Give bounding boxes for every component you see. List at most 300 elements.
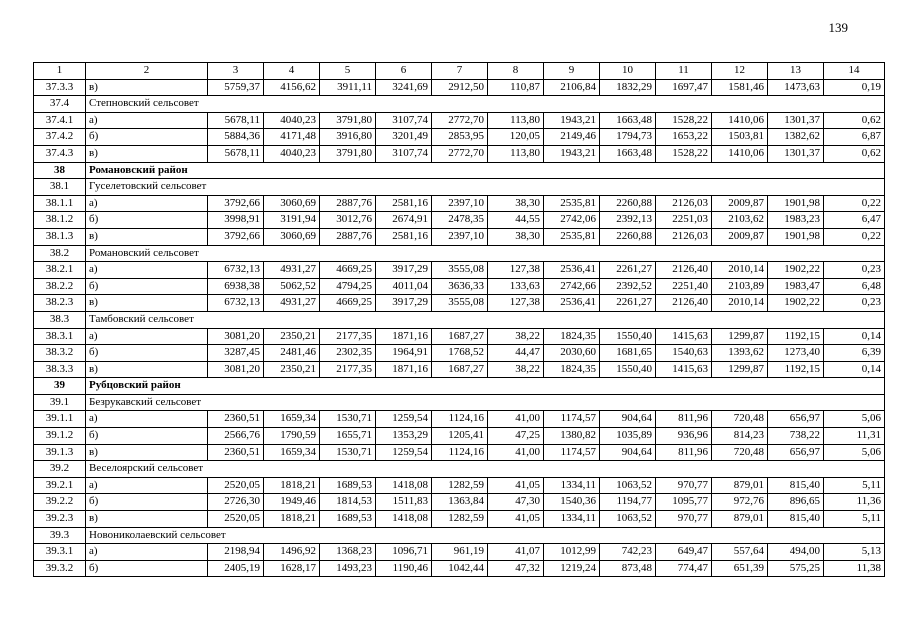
column-header: 14: [824, 63, 885, 80]
cell-value: 575,25: [768, 560, 824, 577]
row-code: 38.1.1: [34, 195, 86, 212]
cell-value: 41,05: [488, 511, 544, 528]
row-letter-label: б): [86, 212, 208, 229]
row-letter-label: в): [86, 511, 208, 528]
column-header: 4: [264, 63, 320, 80]
table-row-section: [34, 527, 885, 544]
cell-value: 2481,46: [264, 345, 320, 362]
cell-value: 2887,76: [320, 195, 376, 212]
cell-value: 1415,63: [656, 361, 712, 378]
cell-value: 2535,81: [544, 228, 600, 245]
cell-value: 1282,59: [432, 477, 488, 494]
cell-value: 3911,11: [320, 79, 376, 96]
cell-value: 110,87: [488, 79, 544, 96]
cell-value: 1871,16: [376, 361, 432, 378]
cell-value: 2126,40: [656, 262, 712, 279]
table-header: [34, 63, 885, 80]
cell-value: 2260,88: [600, 228, 656, 245]
cell-value: 1790,59: [264, 428, 320, 445]
cell-value: 720,48: [712, 444, 768, 461]
cell-value: 1035,89: [600, 428, 656, 445]
cell-value: 2772,70: [432, 112, 488, 129]
cell-value: 1902,22: [768, 295, 824, 312]
cell-value: 1659,34: [264, 411, 320, 428]
cell-value: 2350,21: [264, 328, 320, 345]
cell-value: 1174,57: [544, 444, 600, 461]
cell-value: 4171,48: [264, 129, 320, 146]
table-row-data: [34, 560, 885, 577]
cell-value: 2392,13: [600, 212, 656, 229]
cell-value: 2397,10: [432, 195, 488, 212]
cell-value: 2261,27: [600, 295, 656, 312]
cell-value: 811,96: [656, 411, 712, 428]
cell-value: 1363,84: [432, 494, 488, 511]
cell-value: 3636,33: [432, 278, 488, 295]
row-code: 38.2.2: [34, 278, 86, 295]
cell-value: 1192,15: [768, 361, 824, 378]
cell-value: 1528,22: [656, 112, 712, 129]
row-letter-label: а): [86, 477, 208, 494]
cell-value: 1901,98: [768, 228, 824, 245]
row-code: 39.2: [34, 461, 86, 478]
cell-value: 1550,40: [600, 361, 656, 378]
cell-value: 2912,50: [432, 79, 488, 96]
cell-value: 5884,36: [208, 129, 264, 146]
cell-value: 2566,76: [208, 428, 264, 445]
cell-value: 2009,87: [712, 228, 768, 245]
cell-value: 970,77: [656, 477, 712, 494]
cell-value: 2126,03: [656, 195, 712, 212]
cell-value: 1493,23: [320, 560, 376, 577]
row-letter-label: а): [86, 544, 208, 561]
row-letter-label: б): [86, 345, 208, 362]
table-row-data: [34, 295, 885, 312]
cell-value: 1689,53: [320, 511, 376, 528]
cell-value: 1824,35: [544, 328, 600, 345]
table-row-data: [34, 79, 885, 96]
cell-value: 3998,91: [208, 212, 264, 229]
cell-value: 5062,52: [264, 278, 320, 295]
row-letter-label: а): [86, 262, 208, 279]
column-header: 13: [768, 63, 824, 80]
cell-value: 0,62: [824, 145, 885, 162]
cell-value: 879,01: [712, 511, 768, 528]
cell-value: 2261,27: [600, 262, 656, 279]
cell-value: 127,38: [488, 295, 544, 312]
cell-value: 2126,40: [656, 295, 712, 312]
column-header: 6: [376, 63, 432, 80]
cell-value: 0,62: [824, 112, 885, 129]
cell-value: 6,87: [824, 129, 885, 146]
cell-value: 1382,62: [768, 129, 824, 146]
selsovet-name: Степновский сельсовет: [86, 96, 885, 113]
cell-value: 6,48: [824, 278, 885, 295]
row-code: 37.4: [34, 96, 86, 113]
cell-value: 3792,66: [208, 228, 264, 245]
row-code: 39: [34, 378, 86, 395]
selsovet-name: Веселоярский сельсовет: [86, 461, 885, 478]
cell-value: 0,23: [824, 295, 885, 312]
row-letter-label: в): [86, 444, 208, 461]
cell-value: 1659,34: [264, 444, 320, 461]
cell-value: 1124,16: [432, 411, 488, 428]
row-code: 39.1.2: [34, 428, 86, 445]
column-header: 9: [544, 63, 600, 80]
cell-value: 961,19: [432, 544, 488, 561]
cell-value: 5,11: [824, 477, 885, 494]
cell-value: 2887,76: [320, 228, 376, 245]
cell-value: 2520,05: [208, 511, 264, 528]
cell-value: 1219,24: [544, 560, 600, 577]
cell-value: 1794,73: [600, 129, 656, 146]
table-row-section: [34, 311, 885, 328]
cell-value: 1334,11: [544, 511, 600, 528]
column-header: 3: [208, 63, 264, 80]
cell-value: 2103,62: [712, 212, 768, 229]
row-letter-label: в): [86, 145, 208, 162]
cell-value: 0,23: [824, 262, 885, 279]
cell-value: 2260,88: [600, 195, 656, 212]
row-letter-label: в): [86, 295, 208, 312]
cell-value: 1681,65: [600, 345, 656, 362]
row-code: 38.1.2: [34, 212, 86, 229]
row-letter-label: б): [86, 278, 208, 295]
cell-value: 1902,22: [768, 262, 824, 279]
cell-value: 972,76: [712, 494, 768, 511]
cell-value: 47,30: [488, 494, 544, 511]
cell-value: 1095,77: [656, 494, 712, 511]
cell-value: 1832,29: [600, 79, 656, 96]
cell-value: 1814,53: [320, 494, 376, 511]
cell-value: 1901,98: [768, 195, 824, 212]
cell-value: 1205,41: [432, 428, 488, 445]
cell-value: 2674,91: [376, 212, 432, 229]
cell-value: 738,22: [768, 428, 824, 445]
row-code: 39.1.1: [34, 411, 86, 428]
cell-value: 1259,54: [376, 411, 432, 428]
cell-value: 774,47: [656, 560, 712, 577]
cell-value: 6732,13: [208, 262, 264, 279]
cell-value: 2535,81: [544, 195, 600, 212]
cell-value: 2149,46: [544, 129, 600, 146]
cell-value: 1259,54: [376, 444, 432, 461]
cell-value: 47,32: [488, 560, 544, 577]
cell-value: 904,64: [600, 444, 656, 461]
cell-value: 1415,63: [656, 328, 712, 345]
cell-value: 113,80: [488, 145, 544, 162]
cell-value: 3191,94: [264, 212, 320, 229]
cell-value: 0,14: [824, 361, 885, 378]
row-code: 37.4.1: [34, 112, 86, 129]
cell-value: 873,48: [600, 560, 656, 577]
cell-value: 47,25: [488, 428, 544, 445]
cell-value: 811,96: [656, 444, 712, 461]
cell-value: 4011,04: [376, 278, 432, 295]
table-row-data: [34, 328, 885, 345]
row-code: 39.2.3: [34, 511, 86, 528]
selsovet-name: Безрукавский сельсовет: [86, 394, 885, 411]
table-row-data: [34, 195, 885, 212]
cell-value: 1380,82: [544, 428, 600, 445]
column-header: 8: [488, 63, 544, 80]
cell-value: 4040,23: [264, 112, 320, 129]
cell-value: 0,22: [824, 195, 885, 212]
row-letter-label: а): [86, 195, 208, 212]
cell-value: 2392,52: [600, 278, 656, 295]
cell-value: 1687,27: [432, 328, 488, 345]
cell-value: 2302,35: [320, 345, 376, 362]
cell-value: 656,97: [768, 411, 824, 428]
cell-value: 1174,57: [544, 411, 600, 428]
cell-value: 815,40: [768, 511, 824, 528]
column-header: 12: [712, 63, 768, 80]
cell-value: 1353,29: [376, 428, 432, 445]
row-letter-label: б): [86, 494, 208, 511]
row-letter-label: в): [86, 228, 208, 245]
cell-value: 1540,36: [544, 494, 600, 511]
row-letter-label: в): [86, 361, 208, 378]
row-code: 37.3.3: [34, 79, 86, 96]
row-code: 37.4.3: [34, 145, 86, 162]
cell-value: 5678,11: [208, 112, 264, 129]
cell-value: 2177,35: [320, 328, 376, 345]
cell-value: 2478,35: [432, 212, 488, 229]
cell-value: 3081,20: [208, 328, 264, 345]
column-header: 1: [34, 63, 86, 80]
cell-value: 133,63: [488, 278, 544, 295]
cell-value: 2360,51: [208, 444, 264, 461]
cell-value: 4669,25: [320, 295, 376, 312]
cell-value: 879,01: [712, 477, 768, 494]
row-code: 38.2.1: [34, 262, 86, 279]
row-letter-label: б): [86, 129, 208, 146]
cell-value: 936,96: [656, 428, 712, 445]
cell-value: 1824,35: [544, 361, 600, 378]
cell-value: 11,31: [824, 428, 885, 445]
cell-value: 1192,15: [768, 328, 824, 345]
cell-value: 1473,63: [768, 79, 824, 96]
table-row-data: [34, 477, 885, 494]
table-row-data: [34, 361, 885, 378]
cell-value: 1768,52: [432, 345, 488, 362]
cell-value: 1653,22: [656, 129, 712, 146]
cell-value: 5759,37: [208, 79, 264, 96]
cell-value: 41,05: [488, 477, 544, 494]
cell-value: 1496,92: [264, 544, 320, 561]
row-code: 38.3.2: [34, 345, 86, 362]
row-letter-label: б): [86, 428, 208, 445]
cell-value: 1818,21: [264, 477, 320, 494]
district-name: Рубцовский район: [86, 378, 885, 395]
cell-value: 3060,69: [264, 228, 320, 245]
row-code: 38.2: [34, 245, 86, 262]
cell-value: 1194,77: [600, 494, 656, 511]
cell-value: 1628,17: [264, 560, 320, 577]
selsovet-name: Тамбовский сельсовет: [86, 311, 885, 328]
column-header: 11: [656, 63, 712, 80]
row-code: 38.3: [34, 311, 86, 328]
cell-value: 3792,66: [208, 195, 264, 212]
table-row-data: [34, 262, 885, 279]
table-row-section: [34, 461, 885, 478]
cell-value: 2397,10: [432, 228, 488, 245]
row-code: 38.2.3: [34, 295, 86, 312]
cell-value: 1687,27: [432, 361, 488, 378]
cell-value: 41,00: [488, 411, 544, 428]
row-code: 39.3: [34, 527, 86, 544]
cell-value: 3012,76: [320, 212, 376, 229]
cell-value: 2536,41: [544, 262, 600, 279]
row-code: 39.3.2: [34, 560, 86, 577]
cell-value: 2126,03: [656, 228, 712, 245]
cell-value: 1663,48: [600, 112, 656, 129]
cell-value: 1299,87: [712, 328, 768, 345]
table-row-data: [34, 544, 885, 561]
cell-value: 2103,89: [712, 278, 768, 295]
cell-value: 2853,95: [432, 129, 488, 146]
cell-value: 1190,46: [376, 560, 432, 577]
cell-value: 720,48: [712, 411, 768, 428]
cell-value: 742,23: [600, 544, 656, 561]
row-code: 38.3.1: [34, 328, 86, 345]
district-name: Романовский район: [86, 162, 885, 179]
row-code: 37.4.2: [34, 129, 86, 146]
cell-value: 1540,63: [656, 345, 712, 362]
table-row-data: [34, 411, 885, 428]
cell-value: 1818,21: [264, 511, 320, 528]
cell-value: 896,65: [768, 494, 824, 511]
column-header: 7: [432, 63, 488, 80]
row-code: 38.3.3: [34, 361, 86, 378]
cell-value: 5,06: [824, 444, 885, 461]
cell-value: 2772,70: [432, 145, 488, 162]
row-letter-label: а): [86, 411, 208, 428]
column-header: 10: [600, 63, 656, 80]
cell-value: 1273,40: [768, 345, 824, 362]
row-code: 39.2.1: [34, 477, 86, 494]
cell-value: 2405,19: [208, 560, 264, 577]
cell-value: 3917,29: [376, 262, 432, 279]
cell-value: 3107,74: [376, 112, 432, 129]
row-code: 38.1.3: [34, 228, 86, 245]
cell-value: 1983,47: [768, 278, 824, 295]
cell-value: 6,39: [824, 345, 885, 362]
cell-value: 1410,06: [712, 112, 768, 129]
cell-value: 4040,23: [264, 145, 320, 162]
cell-value: 1697,47: [656, 79, 712, 96]
cell-value: 814,23: [712, 428, 768, 445]
cell-value: 1511,83: [376, 494, 432, 511]
cell-value: 2177,35: [320, 361, 376, 378]
cell-value: 6732,13: [208, 295, 264, 312]
selsovet-name: Гуселетовский сельсовет: [86, 179, 885, 196]
cell-value: 3555,08: [432, 295, 488, 312]
cell-value: 1663,48: [600, 145, 656, 162]
column-header: 2: [86, 63, 208, 80]
cell-value: 1983,23: [768, 212, 824, 229]
table-row-district: [34, 378, 885, 395]
cell-value: 2251,40: [656, 278, 712, 295]
cell-value: 2010,14: [712, 295, 768, 312]
cell-value: 1689,53: [320, 477, 376, 494]
table-row-district: [34, 162, 885, 179]
table-row-data: [34, 345, 885, 362]
row-code: 39.2.2: [34, 494, 86, 511]
row-letter-label: б): [86, 560, 208, 577]
cell-value: 3107,74: [376, 145, 432, 162]
cell-value: 5,11: [824, 511, 885, 528]
cell-value: 1530,71: [320, 411, 376, 428]
cell-value: 3241,69: [376, 79, 432, 96]
cell-value: 4931,27: [264, 295, 320, 312]
cell-value: 113,80: [488, 112, 544, 129]
table-row-section: [34, 394, 885, 411]
cell-value: 38,22: [488, 328, 544, 345]
cell-value: 649,47: [656, 544, 712, 561]
cell-value: 2726,30: [208, 494, 264, 511]
cell-value: 494,00: [768, 544, 824, 561]
cell-value: 11,38: [824, 560, 885, 577]
table-row-data: [34, 145, 885, 162]
row-letter-label: а): [86, 112, 208, 129]
table-row-data: [34, 228, 885, 245]
row-code: 39.3.1: [34, 544, 86, 561]
cell-value: 4156,62: [264, 79, 320, 96]
table-row-data: [34, 511, 885, 528]
cell-value: 3201,49: [376, 129, 432, 146]
cell-value: 3555,08: [432, 262, 488, 279]
cell-value: 2198,94: [208, 544, 264, 561]
cell-value: 1964,91: [376, 345, 432, 362]
data-table: [33, 62, 885, 577]
cell-value: 1528,22: [656, 145, 712, 162]
cell-value: 1301,37: [768, 112, 824, 129]
row-letter-label: в): [86, 79, 208, 96]
row-code: 39.1: [34, 394, 86, 411]
cell-value: 3917,29: [376, 295, 432, 312]
table-row-data: [34, 494, 885, 511]
cell-value: 38,22: [488, 361, 544, 378]
cell-value: 1334,11: [544, 477, 600, 494]
selsovet-name: Новониколаевский сельсовет: [86, 527, 885, 544]
cell-value: 1949,46: [264, 494, 320, 511]
cell-value: 4931,27: [264, 262, 320, 279]
header-row: [34, 63, 885, 80]
table-row-section: [34, 96, 885, 113]
row-code: 38.1: [34, 179, 86, 196]
cell-value: 6,47: [824, 212, 885, 229]
cell-value: 6938,38: [208, 278, 264, 295]
cell-value: 2009,87: [712, 195, 768, 212]
cell-value: 656,97: [768, 444, 824, 461]
table-row-data: [34, 444, 885, 461]
cell-value: 3916,80: [320, 129, 376, 146]
cell-value: 1410,06: [712, 145, 768, 162]
cell-value: 3791,80: [320, 112, 376, 129]
cell-value: 1042,44: [432, 560, 488, 577]
cell-value: 0,19: [824, 79, 885, 96]
cell-value: 2520,05: [208, 477, 264, 494]
cell-value: 3081,20: [208, 361, 264, 378]
cell-value: 4669,25: [320, 262, 376, 279]
table-row-data: [34, 278, 885, 295]
page-number: 139: [828, 20, 848, 35]
cell-value: 970,77: [656, 511, 712, 528]
cell-value: 1871,16: [376, 328, 432, 345]
cell-value: 2350,21: [264, 361, 320, 378]
row-code: 38: [34, 162, 86, 179]
cell-value: 38,30: [488, 195, 544, 212]
